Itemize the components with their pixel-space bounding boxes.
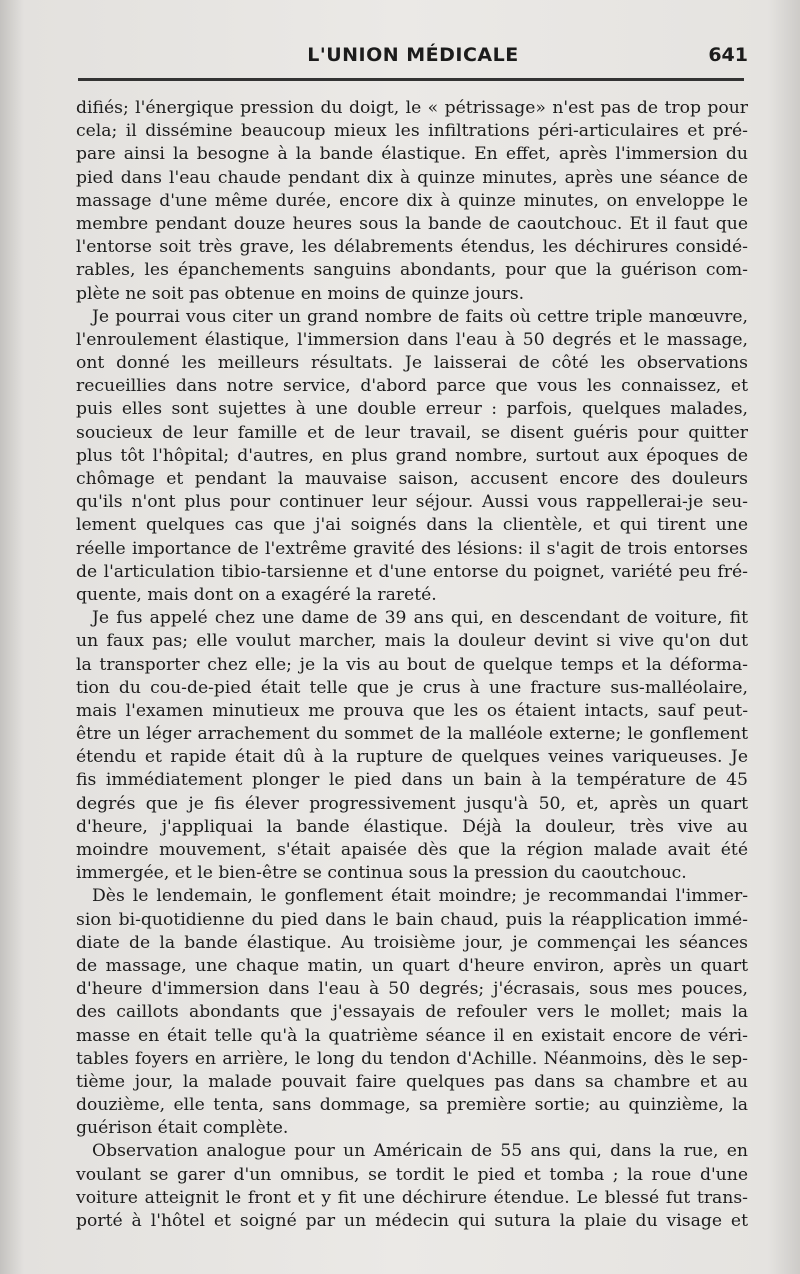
text-line: un faux pas; elle voulut marcher, mais la douleur devint si vive qu'on dut: [76, 631, 748, 652]
text-line: porté à l'hôtel et soigné par un médecin qui sutura la plaie du visage et: [76, 1211, 748, 1231]
text-line: plus tôt l'hôpital; d'autres, en plus grand nombre, surtout aux époques de: [76, 445, 748, 466]
text-line: immergée, et le bien-être se continua sous la pression du caoutchouc.: [76, 863, 687, 884]
text-line: tième jour, la malade pouvait faire quelques pas dans sa chambre et au: [76, 1071, 748, 1092]
text-line: d'heure d'immersion dans l'eau à 50 degrés; j'écrasais, sous mes pouces,: [76, 979, 748, 1000]
text-line: de massage, une chaque matin, un quart d'heure environ, après un quart: [76, 955, 748, 976]
text-line: soucieux de leur famille et de leur travail, se disent guéris pour quitter: [76, 422, 748, 443]
text-line: rables, les épanchements sanguins abondants, pour que la guérison com-: [76, 260, 748, 281]
running-title: L'UNION MÉDICALE: [307, 44, 519, 66]
text-line: sion bi-quotidienne du pied dans le bain chaud, puis la réapplication immé-: [76, 909, 748, 930]
text-line: mais l'examen minutieux me prouva que les os étaient intacts, sauf peut-: [76, 700, 748, 721]
text-line: l'enroulement élastique, l'immersion dans l'eau à 50 degrés et le massage,: [76, 329, 748, 350]
body-text: [76, 97, 748, 1233]
text-line: qu'ils n'ont plus pour continuer leur séjour. Aussi vous rappellerai-je seu-: [76, 492, 748, 513]
text-line: difiés; l'énergique pression du doigt, le « pétrissage» n'est pas de trop pour: [76, 98, 748, 118]
text-line: plète ne soit pas obtenue en moins de quinze jours.: [76, 283, 525, 304]
text-line: Je pourrai vous citer un grand nombre de faits où cettre triple manœuvre,: [92, 306, 748, 327]
text-line: voiture atteignit le front et y fit une déchirure étendue. Le blessé fut trans-: [76, 1187, 748, 1208]
text-line: Dès le lendemain, le gonflement était moindre; je recommandai l'immer-: [92, 886, 748, 907]
text-line: fis immédiatement plonger le pied dans un bain à la température de 45: [76, 770, 748, 791]
text-line: l'entorse soit très grave, les délabrements étendus, les déchirures considé-: [76, 237, 748, 258]
text-line: guérison était complète.: [76, 1118, 289, 1139]
text-line: recueillies dans notre service, d'abord parce que vous les connaissez, et: [76, 376, 748, 397]
text-line: Je fus appelé chez une dame de 39 ans qui, en descendant de voiture, fit: [92, 608, 748, 629]
text-line: de l'articulation tibio-tarsienne et d'une entorse du poignet, variété peu fré-: [76, 561, 748, 582]
text-line: d'heure, j'appliquai la bande élastique. Déjà la douleur, très vive au: [76, 816, 748, 837]
text-line: diate de la bande élastique. Au troisième jour, je commençai les séances: [76, 932, 748, 953]
text-line: degrés que je fis élever progressivement jusqu'à 50, et, après un quart: [76, 793, 748, 814]
text-line: massage d'une même durée, encore dix à quinze minutes, on enveloppe le: [76, 190, 748, 211]
text-line: tables foyers en arrière, le long du tendon d'Achille. Néanmoins, dès le sep-: [76, 1048, 748, 1069]
text-line: masse en était telle qu'à la quatrième séance il en existait encore de véri-: [76, 1025, 748, 1046]
text-line: cela; il dissémine beaucoup mieux les infiltrations péri-articulaires et pré-: [76, 121, 748, 142]
page-number: 641: [708, 44, 748, 66]
text-line: pied dans l'eau chaude pendant dix à quinze minutes, après une séance de: [76, 167, 748, 188]
paragraph: [76, 607, 748, 885]
paragraph: [76, 306, 748, 607]
text-line: membre pendant douze heures sous la bande de caoutchouc. Et il faut que: [76, 213, 748, 234]
text-line: chômage et pendant la mauvaise saison, accusent encore des douleurs: [76, 469, 748, 489]
text-line: ont donné les meilleurs résultats. Je laisserai de côté les observations: [76, 353, 748, 374]
text-line: étendu et rapide était dû à la rupture de quelques veines variqueuses. Je: [76, 747, 748, 768]
text-line: la transporter chez elle; je la vis au bout de quelque temps et la déforma-: [76, 654, 748, 675]
paragraph: [76, 97, 748, 306]
text-line: voulant se garer d'un omnibus, se tordit le pied et tomba ; la roue d'une: [76, 1164, 748, 1185]
text-line: pare ainsi la besogne à la bande élastique. En effet, après l'immersion du: [76, 144, 748, 165]
header-rule: [78, 78, 744, 81]
paragraph: [76, 885, 748, 1140]
text-line: des caillots abondants que j'essayais de refouler vers le mollet; mais la: [76, 1002, 748, 1023]
text-line: puis elles sont sujettes à une double erreur : parfois, quelques malades,: [76, 399, 748, 420]
text-line: quente, mais dont on a exagéré la rareté.: [76, 584, 437, 605]
text-line: Observation analogue pour un Américain de 55 ans qui, dans la rue, en: [92, 1141, 748, 1162]
text-line: lement quelques cas que j'ai soignés dans la clientèle, et qui tirent une: [76, 515, 748, 536]
text-line: réelle importance de l'extrême gravité des lésions: il s'agit de trois entorses: [76, 538, 748, 559]
text-line: être un léger arrachement du sommet de la malléole externe; le gonflement: [76, 724, 748, 745]
paragraph: [76, 1140, 748, 1233]
page-header: [78, 44, 748, 74]
text-line: moindre mouvement, s'était apaisée dès que la région malade avait été: [76, 840, 748, 860]
text-line: douzième, elle tenta, sans dommage, sa première sortie; au quinzième, la: [76, 1095, 748, 1116]
text-line: tion du cou-de-pied était telle que je crus à une fracture sus-malléolaire,: [76, 677, 748, 698]
